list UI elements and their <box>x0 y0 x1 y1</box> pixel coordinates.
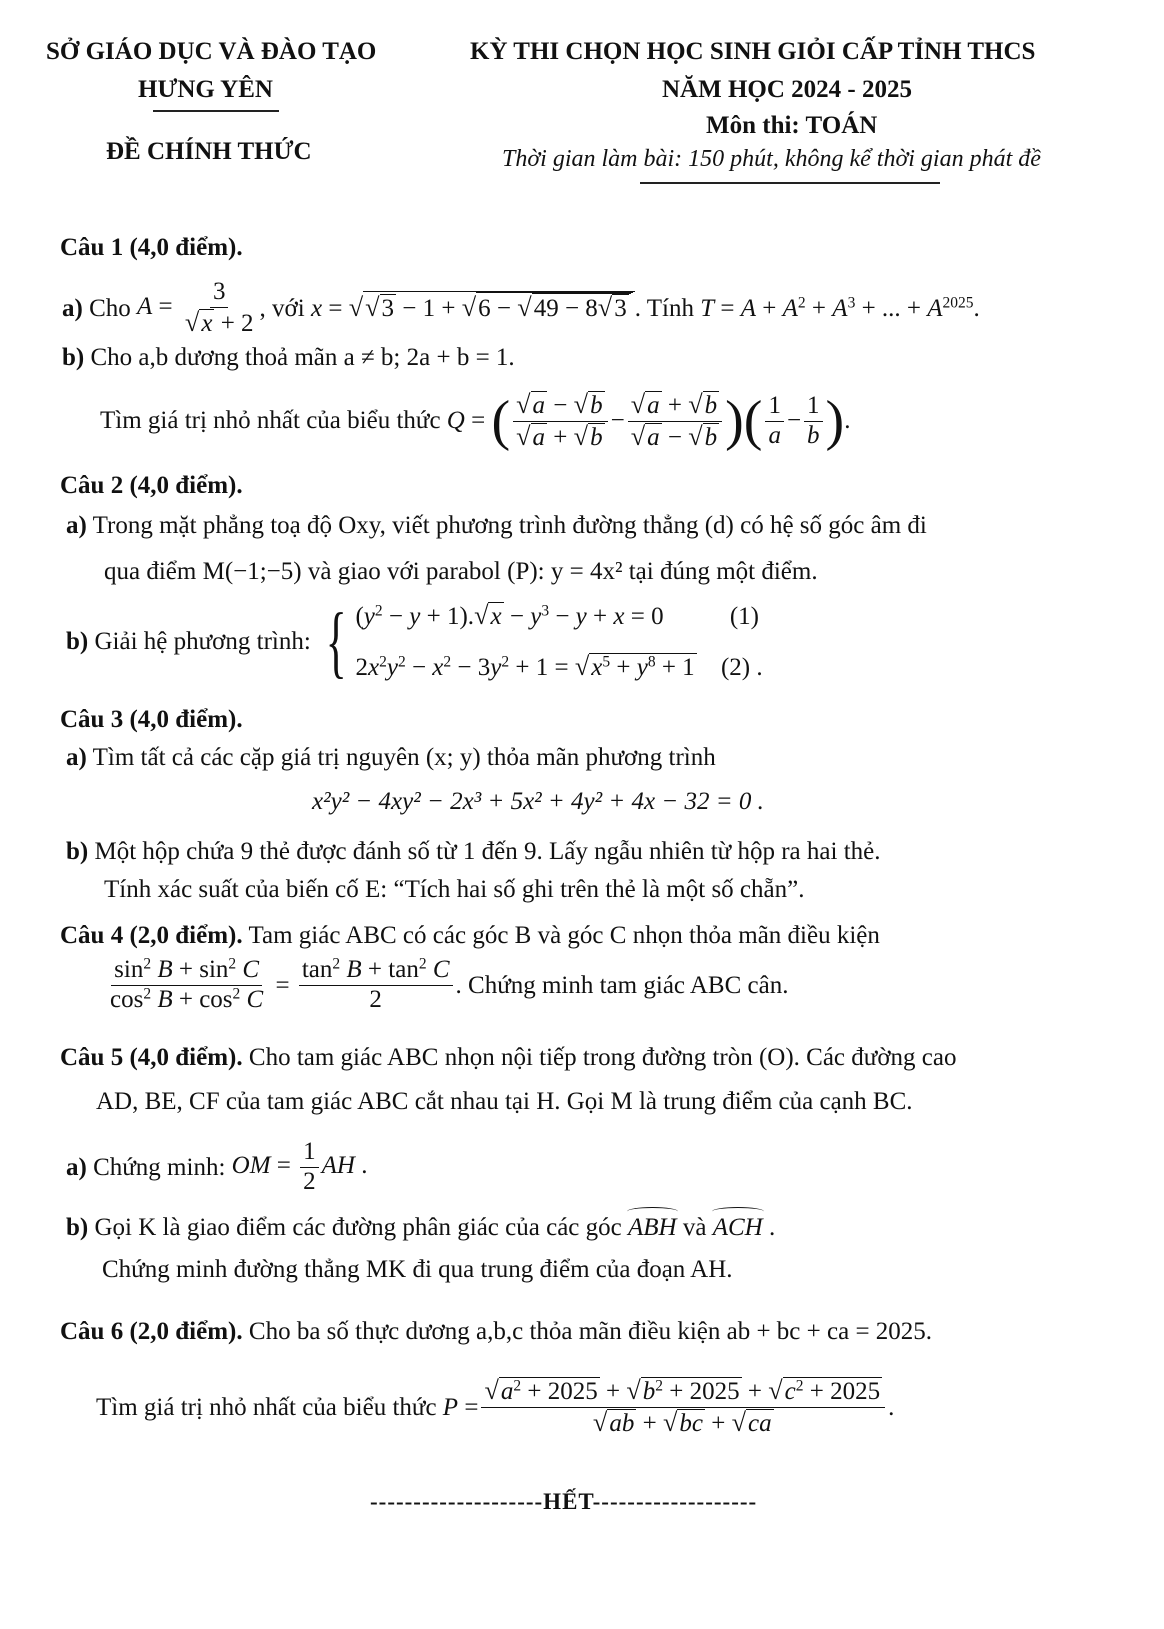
header-org-line1: SỞ GIÁO DỤC VÀ ĐÀO TẠO <box>46 38 377 65</box>
q1b-line2 <box>100 386 850 456</box>
q3b-line1 <box>66 836 880 867</box>
header-org-line2: HƯNG YÊN <box>138 76 273 103</box>
q2b-eq2: $2x^2y^2 - x^2 - 3y^2 + 1 = √x^5 + y^8 + 1$ (2) . <box>355 651 763 681</box>
q4-condition: $\frac{\sin^2 B + \sin^2 C}{\cos^2 B + \cos^2 C}$ = $\frac{\tan^2 B + \tan^2 C}{2}$ . Chứng minh tam giác ABC cân. <box>104 956 788 1015</box>
q5b-line2: Chứng minh đường thẳng MK đi qua trung điểm của đoạn AH. <box>102 1256 733 1283</box>
header-subject: Môn thi: TOÁN <box>706 112 878 139</box>
header-time: Thời gian làm bài: 150 phút, không kể thời gian phát đề <box>502 146 1041 172</box>
q1b-Q-expression: Q = ( $\frac{√a - √b}{√a + √b}$ − $\frac{√a + √b}{√a - √b}$ )( $\frac{1}{a}$ − $\frac{1}{b}$ ) . <box>446 389 851 452</box>
header-official-label: ĐỀ CHÍNH THỨC <box>106 138 312 165</box>
q5-line2: AD, BE, CF của tam giác ABC cắt nhau tại H. Gọi M là trung điểm của cạnh BC. <box>96 1088 913 1115</box>
q1a-label: a) <box>62 294 83 322</box>
q2a-label: a) <box>66 512 87 539</box>
q5b-label: b) <box>66 1214 89 1241</box>
q6-line1 <box>60 1316 932 1347</box>
q1a-voi: , với <box>259 294 305 322</box>
q5-text1: Cho tam giác ABC nhọn nội tiếp trong đường tròn (O). Các đường cao <box>248 1044 957 1071</box>
q1a-T-def: $T = A + A^2 + A^3$ + ... + $A^{2025}$. <box>700 294 980 322</box>
q3b-text1: Một hộp chứa 9 thẻ được đánh số từ 1 đến 9. Lấy ngẫu nhiên từ hộp ra hai thẻ. <box>94 838 881 865</box>
q2b-eq1: $(y^2 - y + 1).√x - y^3 - y + x = 0$ (1) <box>355 601 760 630</box>
q5b-angle-ABH: ABH <box>628 1212 677 1243</box>
q2-title: Câu 2 (4,0 điểm). <box>60 472 243 499</box>
q6-text: Cho ba số thực dương a,b,c thỏa mãn điều kiện ab + bc + ca = 2025. <box>248 1318 933 1345</box>
q2b-line <box>66 597 763 686</box>
q5-line1 <box>60 1042 957 1073</box>
header-left-underline <box>153 110 279 112</box>
q4-title: Câu 4 (2,0 điểm). <box>60 922 243 949</box>
q1a-A-def: A = $\frac{3}{√x + 2}$ <box>137 278 254 337</box>
q1a-tinh: . Tính <box>634 294 694 322</box>
q3a-label: a) <box>66 744 87 771</box>
q6-line2 <box>96 1376 894 1439</box>
q1b-line1 <box>62 342 515 373</box>
q1b-text: Cho a,b dương thoả mãn a ≠ b; 2a + b = 1. <box>90 344 515 371</box>
q5b-and: và <box>682 1214 707 1241</box>
end-marker: --------------------HẾT------------------- <box>370 1489 758 1514</box>
q4-conclusion: . Chứng minh tam giác ABC cân. <box>455 971 789 999</box>
q3-title: Câu 3 (4,0 điểm). <box>60 706 243 733</box>
q1a-x-def: x = √√3 − 1 + √6 − √49 − 8√3 <box>311 291 635 325</box>
q4-line1 <box>60 920 880 951</box>
q5a-formula: OM = $\frac{1}{2}$ AH . <box>231 1138 368 1195</box>
q3b-label: b) <box>66 838 89 865</box>
q2b-eq2-tag: (2) <box>720 653 751 681</box>
q5b-angle-ACH: ACH <box>713 1212 763 1243</box>
q4-text: Tam giác ABC có các góc B và góc C nhọn thỏa mãn điều kiện <box>248 922 880 949</box>
q3a-equation: x²y² − 4xy² − 2x³ + 5x² + 4y² + 4x − 32 = 0 . <box>312 788 764 815</box>
q1b-label: b) <box>62 344 85 371</box>
q3b-line2: Tính xác suất của biến cố E: “Tích hai số ghi trên thẻ là một số chẵn”. <box>104 876 805 903</box>
q5a-label: a) <box>66 1153 87 1181</box>
q1b-find: Tìm giá trị nhỏ nhất của biểu thức <box>100 407 441 435</box>
q2b-system-brace: { <box>325 597 347 686</box>
q2b-text: Giải hệ phương trình: <box>94 628 311 656</box>
q2a-text1: Trong mặt phẳng toạ độ Oxy, viết phương trình đường thẳng (d) có hệ số góc âm đi <box>92 512 927 539</box>
q5a-text: Chứng minh: <box>93 1153 226 1181</box>
q2b-system <box>355 600 762 684</box>
q2b-eq1-tag: (1) <box>729 603 760 630</box>
q6-P-expression: P = $\frac{√a^2 + 2025 + √b^2 + 2025 + √c^2 + 2025}{√ab + √bc + √ca}$ . <box>442 1376 895 1437</box>
q5b-text: Gọi K là giao điểm các đường phân giác của các góc <box>94 1214 622 1241</box>
q1-title: Câu 1 (4,0 điểm). <box>60 234 243 261</box>
q5-title: Câu 5 (4,0 điểm). <box>60 1044 243 1071</box>
q2a-line2: qua điểm M(−1;−5) và giao với parabol (P): y = 4x² tại đúng một điểm. <box>104 558 818 585</box>
header-school-year: NĂM HỌC 2024 - 2025 <box>662 76 912 103</box>
q1a-cho: Cho <box>89 294 131 322</box>
q6-title: Câu 6 (2,0 điểm). <box>60 1318 243 1345</box>
q3a-text: Tìm tất cả các cặp giá trị nguyên (x; y) thỏa mãn phương trình <box>92 744 716 771</box>
q2b-label: b) <box>66 628 89 656</box>
q3a-line1 <box>66 742 716 773</box>
q5a-line <box>66 1138 367 1197</box>
q1a-line <box>62 278 980 339</box>
q4-lhs-fraction: $\frac{\sin^2 B + \sin^2 C}{\cos^2 B + \cos^2 C}$ <box>110 955 264 1013</box>
header-exam-title: KỲ THI CHỌN HỌC SINH GIỎI CẤP TỈNH THCS <box>470 38 1036 65</box>
q6-find: Tìm giá trị nhỏ nhất của biểu thức <box>96 1393 437 1421</box>
q5b-line1: b) Gọi K là giao điểm các đường phân giác của các góc ABH và ACH . <box>66 1212 775 1243</box>
q2a-line1 <box>66 510 927 541</box>
q4-rhs-fraction: $\frac{\tan^2 B + \tan^2 C}{2}$ <box>299 956 453 1015</box>
header-right-underline <box>640 182 940 184</box>
